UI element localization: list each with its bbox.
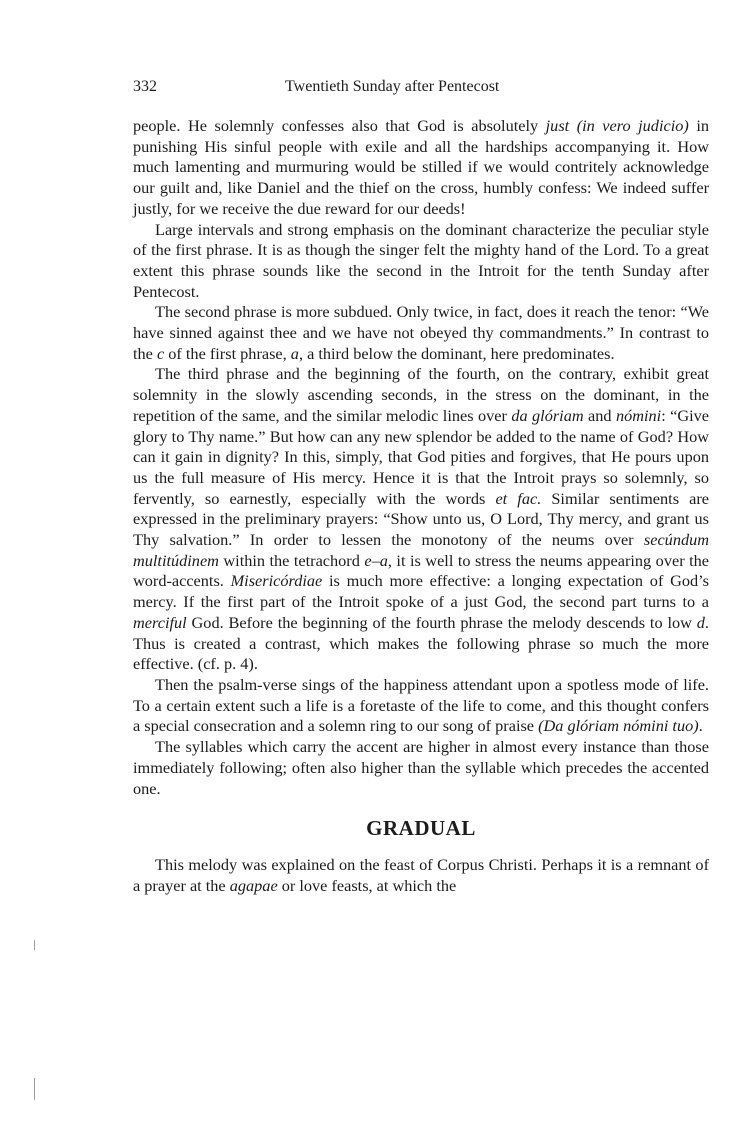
paragraph: Large intervals and strong emphasis on the dominant characterize the peculiar style of the first phrase. It is as though the singer felt the mighty hand of the Lord. To a great extent this phrase sounds like the second in the Introit for the tenth Sunday after Pentecost. bbox=[133, 219, 709, 301]
paragraph: The second phrase is more subdued. Only twice, in fact, does it reach the tenor: “We have sinned against thee and we have not obeyed thy commandments.” In contrast to the c of the first phrase, a, a third below the dominant, here predominates. bbox=[133, 302, 709, 363]
section-heading: GRADUAL bbox=[366, 816, 476, 841]
running-title: Twentieth Sunday after Pentecost bbox=[285, 78, 500, 95]
paragraph: This melody was explained on the feast of Corpus Christi. Perhaps it is a remnant of a prayer at the agapae or love feasts, at which the bbox=[133, 855, 709, 895]
paragraph: Then the psalm-verse sings of the happiness attendant upon a spotless mode of life. To a certain extent such a life is a foretaste of the life to come, and this thought confers a special consecration and a solemn ring to our song of praise (Da glóriam nómini tuo). bbox=[133, 674, 709, 736]
page-number: 332 bbox=[133, 78, 157, 95]
margin-mark bbox=[34, 940, 35, 950]
paragraph: The third phrase and the beginning of the fourth, on the contrary, exhibit great solemnity in the slowly ascending seconds, in the stress on the dominant, in the repetition of the same, and the similar melodic lines over da glóriam and nómini: “Give glory to Thy name.” But how can any new splendor be added to the name of God? How can it gain in dignity? In this, simply, that God pities and forgives, that He pours upon us the full measure of His mercy. Hence it is that the Introit prays so solemnly, so fervently, so earnestly, especially with the words et fac. Similar sentiments are expressed in the preliminary prayers: “Show unto us, O Lord, Thy mercy, and grant us Thy salvation.” In order to lessen the monotony of the neums over secúndum multitúdinem within the tetrachord e–a, it is well to stress the neums appearing over the word-accents. Misericórdiae is much more effective: a longing expectation of God’s mercy. If the first part of the Introit spoke of a just God, the second part turns to a merciful God. Before the beginning of the fourth phrase the melody descends to low d. Thus is created a contrast, which makes the following phrase so much the more effective. (cf. p. 4). bbox=[133, 364, 710, 674]
running-head bbox=[133, 76, 709, 98]
paragraph: The syllables which carry the accent are higher in almost every instance than those immediately following; often also higher than the syllable which precedes the accented one. bbox=[133, 737, 709, 798]
margin-mark bbox=[34, 1078, 35, 1100]
paragraph: people. He solemnly confesses also that God is absolutely just (in vero judicio) in punishing His sinful people with exile and all the hardships accompanying it. How much lamenting and murmuring would be stilled if we would contritely acknowledge our guilt and, like Daniel and the thief on the cross, humbly confess: We indeed suffer justly, for we receive the due reward for our deeds! bbox=[133, 116, 709, 218]
book-page bbox=[133, 76, 709, 897]
